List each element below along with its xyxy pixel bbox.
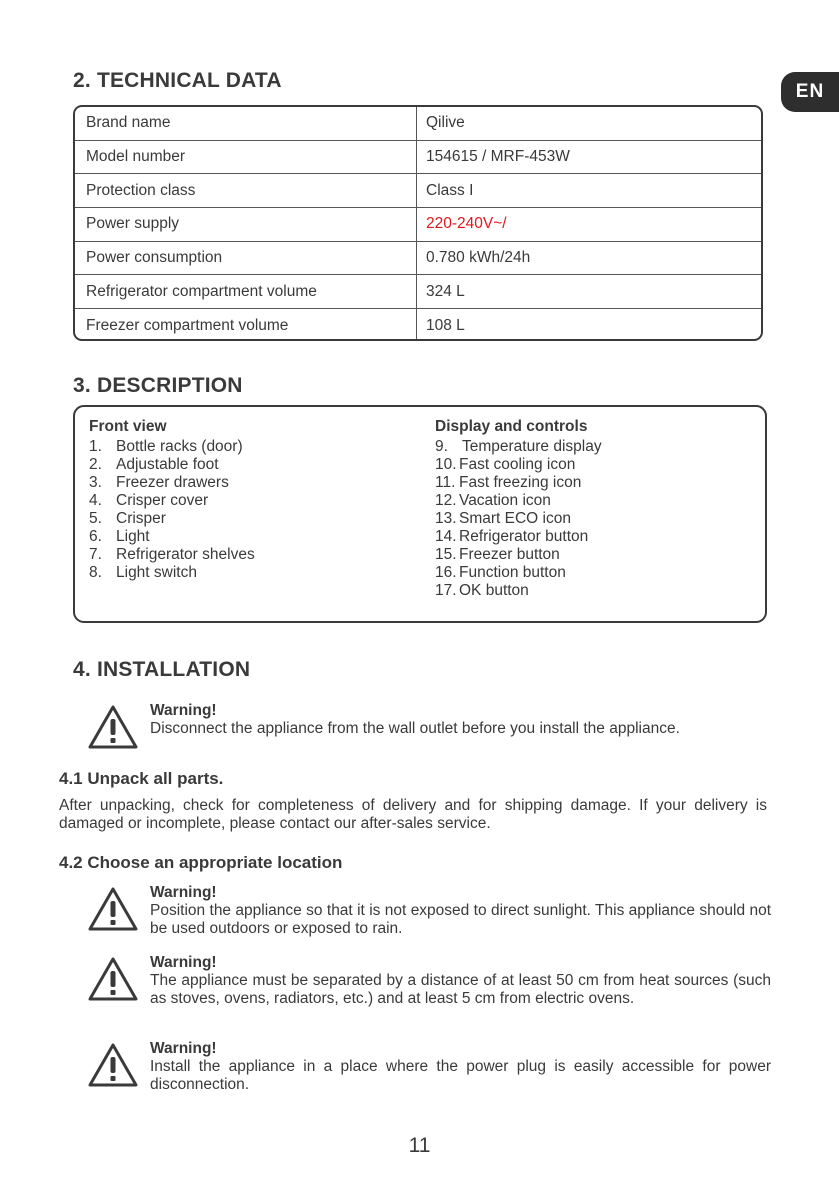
item-text: Freezer button (459, 546, 560, 563)
list-item (89, 456, 255, 474)
list-item (89, 528, 255, 546)
item-number: 4. (89, 492, 102, 509)
item-text: Light (116, 528, 150, 545)
row-label: Brand name (75, 107, 417, 140)
item-number: 1. (89, 438, 102, 455)
warning-triangle-icon (87, 956, 139, 1002)
item-number: 2. (89, 456, 102, 473)
table-row (75, 242, 761, 276)
list-item (89, 546, 255, 564)
item-number: 14. (435, 528, 457, 545)
row-value: Class I (426, 181, 474, 199)
warning-block (87, 1040, 771, 1094)
list-item (89, 564, 255, 582)
item-number: 3. (89, 474, 102, 491)
table-row (75, 309, 761, 341)
item-text: Light switch (116, 564, 197, 581)
unpack-title: 4.1 Unpack all parts. (59, 769, 224, 788)
row-label: Power consumption (75, 242, 417, 275)
row-value: 108 L (426, 316, 465, 334)
item-number: 15. (435, 546, 457, 563)
warning-text (150, 954, 771, 1008)
row-value: 0.780 kWh/24h (426, 249, 531, 267)
item-text: Bottle racks (door) (116, 438, 243, 455)
page-number: 11 (408, 1134, 431, 1157)
warning-title: Warning! (150, 954, 217, 971)
display-controls-list (435, 418, 602, 600)
item-number: 8. (89, 564, 102, 581)
item-text: Temperature display (462, 438, 602, 455)
list-item (89, 474, 255, 492)
warning-triangle-icon (87, 704, 139, 750)
item-text: Freezer drawers (116, 474, 229, 491)
row-value: 154615 / MRF-453W (426, 148, 570, 166)
item-text: Fast freezing icon (459, 474, 582, 491)
warning-text (150, 884, 771, 938)
warning-body: The appliance must be separated by a distance of at least 50 cm from heat sources (such as stoves, ovens, radiators, etc.) and at least 5 cm from electric ovens. (150, 972, 771, 1007)
list-item (435, 546, 602, 564)
language-tab: EN (781, 72, 839, 112)
front-view-list (89, 418, 255, 582)
display-controls-heading: Display and controls (435, 418, 588, 435)
warning-triangle-icon (87, 1042, 139, 1088)
item-number: 6. (89, 528, 102, 545)
installation-title: 4. INSTALLATION (73, 658, 251, 681)
table-row (75, 208, 761, 242)
table-row (75, 275, 761, 309)
description-title: 3. DESCRIPTION (73, 374, 243, 397)
row-value: 324 L (426, 282, 465, 300)
list-item (435, 438, 602, 456)
warning-body: Position the appliance so that it is not exposed to direct sunlight. This appliance should not be used outdoors or exposed to rain. (150, 902, 771, 937)
table-row (75, 174, 761, 208)
list-item (435, 528, 602, 546)
item-text: Refrigerator button (459, 528, 589, 545)
list-item (435, 492, 602, 510)
item-number: 11. (435, 474, 456, 491)
list-item (435, 456, 602, 474)
item-text: Vacation icon (459, 492, 551, 509)
list-item (435, 510, 602, 528)
warning-title: Warning! (150, 702, 217, 719)
list-item (89, 492, 255, 510)
item-text: OK button (459, 582, 529, 599)
item-number: 13. (435, 510, 457, 527)
warning-block (87, 702, 771, 748)
description-box (73, 405, 767, 623)
front-view-heading: Front view (89, 418, 167, 435)
warning-body: Disconnect the appliance from the wall outlet before you install the appliance. (150, 720, 680, 737)
table-row (75, 141, 761, 175)
list-item (435, 564, 602, 582)
location-title: 4.2 Choose an appropriate location (59, 853, 343, 872)
item-text: Fast cooling icon (459, 456, 576, 473)
warning-block (87, 884, 771, 937)
item-number: 12. (435, 492, 457, 509)
item-text: Crisper cover (116, 492, 209, 509)
item-number: 10. (435, 456, 457, 473)
warning-block (87, 954, 771, 1024)
list-item (435, 474, 602, 492)
item-text: Adjustable foot (116, 456, 219, 473)
item-text: Crisper (116, 510, 166, 527)
row-label: Refrigerator compartment volume (75, 275, 417, 308)
list-item (89, 510, 255, 528)
power-supply-value: 220-240V~/ (426, 215, 507, 233)
unpack-text: After unpacking, check for completeness of delivery and for shipping damage. If your delivery is damaged or incomplete, please contact our after-sales service. (59, 797, 767, 832)
row-label: Protection class (75, 174, 417, 207)
row-label: Freezer compartment volume (75, 309, 417, 341)
row-label: Power supply (75, 208, 417, 241)
item-number: 16. (435, 564, 457, 581)
list-item (435, 582, 602, 600)
warning-title: Warning! (150, 1040, 217, 1057)
item-text: Refrigerator shelves (116, 546, 255, 563)
warning-title: Warning! (150, 884, 217, 901)
row-label: Model number (75, 141, 417, 174)
item-number: 7. (89, 546, 102, 563)
row-value: Qilive (426, 114, 465, 132)
item-number: 5. (89, 510, 102, 527)
warning-triangle-icon (87, 886, 139, 932)
warning-text (150, 1040, 771, 1094)
list-item (89, 438, 255, 456)
technical-data-title: 2. TECHNICAL DATA (73, 69, 282, 92)
warning-text (150, 702, 771, 738)
warning-body: Install the appliance in a place where the power plug is easily accessible for power disconnection. (150, 1058, 771, 1093)
table-row (75, 107, 761, 141)
item-text: Smart ECO icon (459, 510, 571, 527)
item-number: 17. (435, 582, 457, 599)
technical-data-table (73, 105, 763, 341)
item-number: 9. (435, 438, 448, 455)
item-text: Function button (459, 564, 566, 581)
